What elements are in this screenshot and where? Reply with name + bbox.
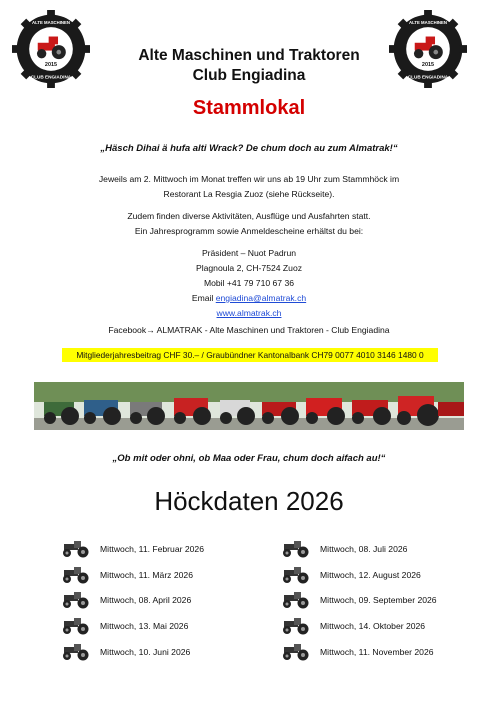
tractor-icon [278, 540, 312, 558]
club-title [90, 46, 408, 86]
tractor-icon [58, 566, 92, 584]
activities-text [40, 209, 458, 239]
svg-text:ALTE MASCHINEN: ALTE MASCHINEN [409, 20, 447, 26]
email-link[interactable]: engiadina@almatrak.ch [215, 293, 307, 303]
date-row [58, 588, 204, 614]
intro-line2: Restorant La Resgia Zuoz (siehe Rückseite). [163, 189, 335, 199]
activities-line2: Ein Jahresprogramm sowie Anmeldescheine erhältst du bei: [134, 226, 364, 236]
date-row [278, 536, 437, 562]
date-text: Mittwoch, 13. Mai 2026 [100, 621, 189, 632]
address: Plagnoula 2, CH-7524 Zuoz [195, 263, 303, 273]
svg-text:CLUB ENGIADINA: CLUB ENGIADINA [407, 74, 449, 80]
president: Präsident – Nuot Padrun [201, 248, 297, 258]
date-row [58, 536, 204, 562]
date-row [278, 562, 437, 588]
date-text: Mittwoch, 14. Oktober 2026 [320, 621, 426, 632]
tractor-icon [58, 540, 92, 558]
email-row [100, 291, 398, 306]
intro-line1: Jeweils am 2. Mittwoch im Monat treffen wir uns ab 19 Uhr zum Stammhöck im [98, 174, 400, 184]
tractor-icon [58, 643, 92, 661]
date-row [58, 613, 204, 639]
email-label: Email [191, 293, 214, 303]
date-text: Mittwoch, 08. April 2026 [100, 595, 192, 606]
date-row [278, 588, 437, 614]
date-text: Mittwoch, 11. November 2026 [320, 647, 434, 658]
title-line2: Club Engiadina [192, 67, 306, 84]
date-text: Mittwoch, 08. Juli 2026 [320, 543, 408, 554]
tractor-icon [58, 617, 92, 635]
date-row [278, 613, 437, 639]
svg-text:ALTE MASCHINEN: ALTE MASCHINEN [32, 20, 70, 26]
svg-text:2015: 2015 [44, 62, 58, 69]
tractor-icon [278, 617, 312, 635]
tractor-icon [278, 643, 312, 661]
tractor-icon [58, 591, 92, 609]
svg-text:CLUB ENGIADINA: CLUB ENGIADINA [30, 74, 72, 80]
date-row [58, 639, 204, 665]
stammlokal-heading: Stammlokal [192, 97, 306, 119]
facebook-line: Facebook→ ALMATRAK - Alte Maschinen und Traktoren - Club Engiadina [108, 325, 390, 335]
date-row [278, 639, 437, 665]
dates-column-right [278, 536, 437, 665]
website-link[interactable]: www.almatrak.ch [216, 308, 282, 318]
club-logo [12, 10, 90, 88]
date-text: Mittwoch, 10. Juni 2026 [100, 647, 191, 658]
contact-block [100, 246, 398, 321]
date-text: Mittwoch, 11. Februar 2026 [100, 543, 204, 554]
activities-line1: Zudem finden diverse Aktivitäten, Ausflüge und Ausfahrten statt. [127, 211, 371, 221]
tractor-icon [278, 566, 312, 584]
tractor-icon [278, 591, 312, 609]
date-row [58, 562, 204, 588]
svg-text:2015: 2015 [421, 62, 435, 69]
mobile: Mobil +41 79 710 67 36 [203, 278, 295, 288]
date-text: Mittwoch, 11. März 2026 [100, 569, 193, 580]
dates-column-left [58, 536, 204, 665]
intro-text [40, 172, 458, 202]
motto-top: „Häsch Dihai ä hufa alti Wrack? De chum doch au zum Almatrak!“ [100, 143, 398, 154]
motto-bottom: „Ob mit oder ohni, ob Maa oder Frau, chum doch aifach au!“ [112, 453, 386, 464]
membership-fee: Mitgliederjahresbeitrag CHF 30.– / Graubündner Kantonalbank CH79 0077 4010 3146 1480 0 [62, 348, 438, 362]
date-text: Mittwoch, 12. August 2026 [320, 569, 421, 580]
date-text: Mittwoch, 09. September 2026 [320, 595, 437, 606]
dates-title: Höckdaten 2026 [154, 486, 344, 516]
title-line1: Alte Maschinen und Traktoren [138, 47, 360, 64]
tractor-photo [34, 382, 464, 430]
